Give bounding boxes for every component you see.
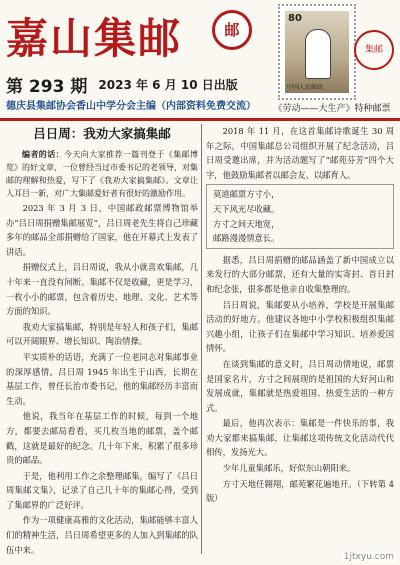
emblem-icon: 邮 <box>212 10 252 50</box>
paragraph: 吕日周说，集邮要从小培养，学校是开展集邮活动的好地方。他建议各地中小学校积极组织集邮兴趣小组，让孩子们在集邮中学习知识、培养爱国情怀。 <box>206 299 394 354</box>
editor-note-label: 编者的话： <box>22 149 64 159</box>
red-seal-icon: 集邮 <box>354 30 394 70</box>
issue-number: 第 293 期 <box>6 77 88 97</box>
verse-box <box>206 184 394 248</box>
paragraph: 2023 年 3 月 3 日，中国邮政邮票博物馆举办“吕日周捐赠集邮展览”，吕日周老先生将自己珍藏多年的邮品全部捐赠给了国家，他在开幕式上发表了讲话。 <box>6 203 198 257</box>
left-column <box>6 124 198 555</box>
article-headline: 吕日周：我劝大家搞集邮 <box>33 126 171 141</box>
header-divider <box>0 118 400 121</box>
watermark: 1jtxyu.com <box>343 552 394 562</box>
issue-line <box>6 72 266 97</box>
paragraph: 在谈到集邮的意义时，吕日周动情地说，邮票是国家名片，方寸之间展现的是祖国的大好河山和发展成就，集邮就是热爱祖国、热爱生活的一种方式。 <box>206 358 394 413</box>
right-column <box>206 124 394 552</box>
publisher-line: 德庆县集邮协会香山中学分会主编（内部资料免费交流） <box>6 101 256 112</box>
paragraph: 我劝大家搞集邮，特别是年轻人和孩子们，集邮可以开阔眼界、增长知识、陶冶情操。 <box>6 321 198 347</box>
closing-line: 方寸天地任翱翔，邮苑繁花遍地开。（下转第 4 版） <box>206 478 394 504</box>
stamp-country: 中国人民邮政 <box>287 84 324 91</box>
closing-line: 少年儿童集邮乐，好似东山朝阳来。 <box>222 463 356 474</box>
stamp-caption: 《劳动——大生产》特种邮票 <box>273 104 391 114</box>
paragraph: 他说，我当年在基层工作的时候，每到一个地方，都要去邮局看看，买几枚当地的邮票，盖个邮戳，这就是最好的纪念。几十年下来，积累了很多珍贵的邮品。 <box>6 411 198 466</box>
paragraph: 据悉，吕日周捐赠的邮品涵盖了新中国成立以来发行的大部分邮票，还有大量的实寄封、首日封和纪念张，很多都是他亲自收集整理的。 <box>206 254 394 294</box>
stamp-figure-icon <box>305 29 331 79</box>
issue-date: 2023 年 6 月 10 日出版 <box>98 78 238 92</box>
stamp-image <box>278 4 356 100</box>
verse-line: 邮路漫漫情意长。 <box>213 233 280 244</box>
verse-line: 天下风光尽收藏。 <box>213 203 280 214</box>
editor-note <box>6 148 198 200</box>
column-divider <box>201 124 202 554</box>
paragraph: 2018 年 11 月，在这首集邮诗歌诞生 30 周年之际，中国集邮总公司组织开展了纪念活动，吕日周受邀出席，并为活动题写了“邮苑芬芳”四个大字，他鼓励集邮者以邮会友、以邮育人。 <box>206 126 394 180</box>
paragraph: 于是，他利用工作之余整理邮集，编写了《吕日周集邮文集》，记录了自己几十年的集邮心得，受到了集邮界的广泛好评。 <box>6 470 198 510</box>
paragraph: 最后，他再次表示：集邮是一件快乐的事，我劝大家都来搞集邮，让集邮这项传统文化活动代代相传，发扬光大。 <box>206 418 394 458</box>
paragraph: 捐赠仪式上，吕日周说，我从小就喜欢集邮，几十年来一直没有间断。集邮不仅是收藏，更是学习，一枚小小的邮票，包含着历史、地理、文化、艺术等方面的知识。 <box>6 262 198 317</box>
stamp-picture <box>285 11 349 93</box>
stamp-illustration <box>270 4 394 116</box>
masthead <box>0 0 400 120</box>
verse-line: 莫道邮票方寸小， <box>213 189 280 200</box>
stamp-face-value: 80 <box>288 13 302 24</box>
paragraph: 平实质朴的话语，充满了一位老同志对集邮事业的深厚感情。吕日周 1945 年出生于山西，长期在基层工作，曾任长治市委书记，他的集邮经历丰富而生动。 <box>6 351 198 406</box>
editor-note-text: 今天向大家推荐一篇刊登于《集邮博览》的好文章，一位曾经当过市委书记的老领导，对集邮的理解和热爱，写下了《我劝大家搞集邮》。文章让人耳目一新，对广大集邮爱好者有很好的激励作用。 <box>6 150 198 198</box>
newspaper-logo: 嘉山集邮 <box>6 14 183 63</box>
paragraph: 作为一项健康高雅的文化活动，集邮能够丰富人们的精神生活，吕日周希望更多的人加入到集邮的队伍中来。 <box>6 515 198 555</box>
verse-line: 方寸之间天地宽， <box>213 218 280 229</box>
